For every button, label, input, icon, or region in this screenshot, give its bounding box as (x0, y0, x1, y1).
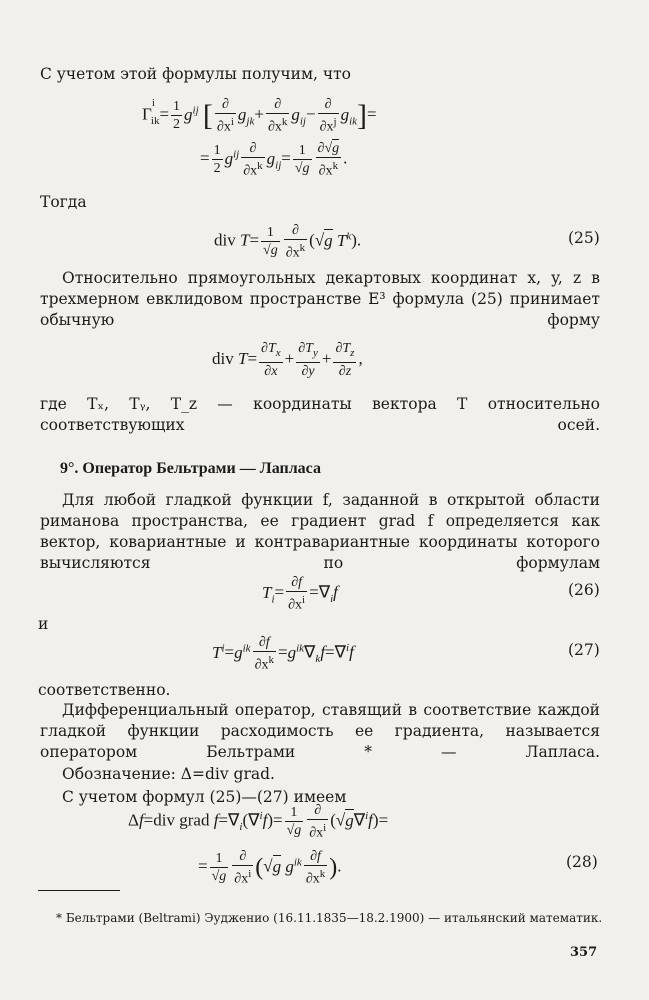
section-heading: 9°. Оператор Бельтрами — Лапласа (60, 460, 321, 477)
and-word: и (38, 615, 49, 633)
eq-number-25: (25) (568, 229, 600, 247)
formula-28-line-1: Δf=div grad $f=\nabla_i(\nabla^if)=$ $\frac{1}{√g}$ $\frac{\partial}{\partial x^i}$ (√g∇$^i$f)= (128, 803, 389, 841)
footnote-text: * Бельтрами (Beltrami) Эудженио (16.11.1835—18.2.1900) — итальянский математик. (56, 911, 603, 925)
paragraph-operator: Дифференциальный оператор, ставящий в соответствие каждой гладкой функции расходимость ее градиента, называется оператором Бельтрами * — Лапласа. (40, 701, 600, 761)
respectively-line: соответственно. (38, 681, 171, 699)
notation-line: Обозначение: Δ=div grad. (62, 765, 275, 783)
formula-28-line-2: = $\frac{1}{√g}$ $\frac{\partial}{\partial x^i}$ (√g $g^{ik}$ $\frac{\partial f}{\partial x^k}$ ). (198, 849, 342, 887)
paragraph-cartesian: Относительно прямоугольных декартовых координат x, y, z в трехмерном евклидовом пространстве E³ формула (25) принимает обычную форму (40, 269, 600, 329)
considering-line: С учетом формул (25)—(27) имеем (62, 788, 347, 806)
formula-christoffel-line-2: = $\frac{1}{2}$ $g^{ij}$ $\frac{\partial}{\partial x^k}$ $g_{ij}=$ $\frac{1}{√g}$ $\frac{\partial√g}{\partial x^k}$ . (200, 141, 348, 179)
formula-christoffel-line-1: $\Gamma^i_{ik}=$ $\frac{1}{2}$ $g^{ij}$ [ $\frac{\partial}{\partial x^i}$ $g_{jk}+$ $\frac{\partial}{\partial x^k}$ $g_{ij}-$ $\frac{\partial}{\partial x^j}$ $g_{ik}]=$ (142, 97, 377, 135)
paragraph-where: где Tₓ, Tᵧ, T_z — координаты вектора T относительно соответствующих осей. (40, 395, 600, 434)
eq-number-28: (28) (566, 853, 598, 871)
formula-25: div T= $\frac{1}{√g}$ $\frac{\partial}{\partial x^k}$ (√g $T^k$). (214, 223, 362, 261)
eq-number-27: (27) (568, 641, 600, 659)
formula-26: $T_i=$ $\frac{\partial f}{\partial x^i}$ $=\nabla_if$ (262, 575, 338, 613)
eq-number-26: (26) (568, 581, 600, 599)
footnote-rule (38, 890, 120, 891)
formula-div-cartesian: div T= $\frac{\partial T_x}{\partial x}$ + $\frac{\partial T_y}{\partial y}$ + $\frac{\partial T_z}{\partial z}$ , (212, 341, 363, 379)
page-number: 357 (570, 945, 598, 960)
formula-27: $T^i=g^{ik}$ $\frac{\partial f}{\partial x^k}$ $=g^{ik}\nabla_kf=\nabla^if$ (212, 635, 354, 673)
intro-line: С учетом этой формулы получим, что (40, 65, 352, 83)
togda-word: Тогда (40, 193, 87, 211)
paragraph-gradient: Для любой гладкой функции f, заданной в открытой области риманова пространства, ее градиент grad f определяется как вектор, ковариантные и контравариантные координаты которого вычисляются по формулам (40, 491, 600, 572)
